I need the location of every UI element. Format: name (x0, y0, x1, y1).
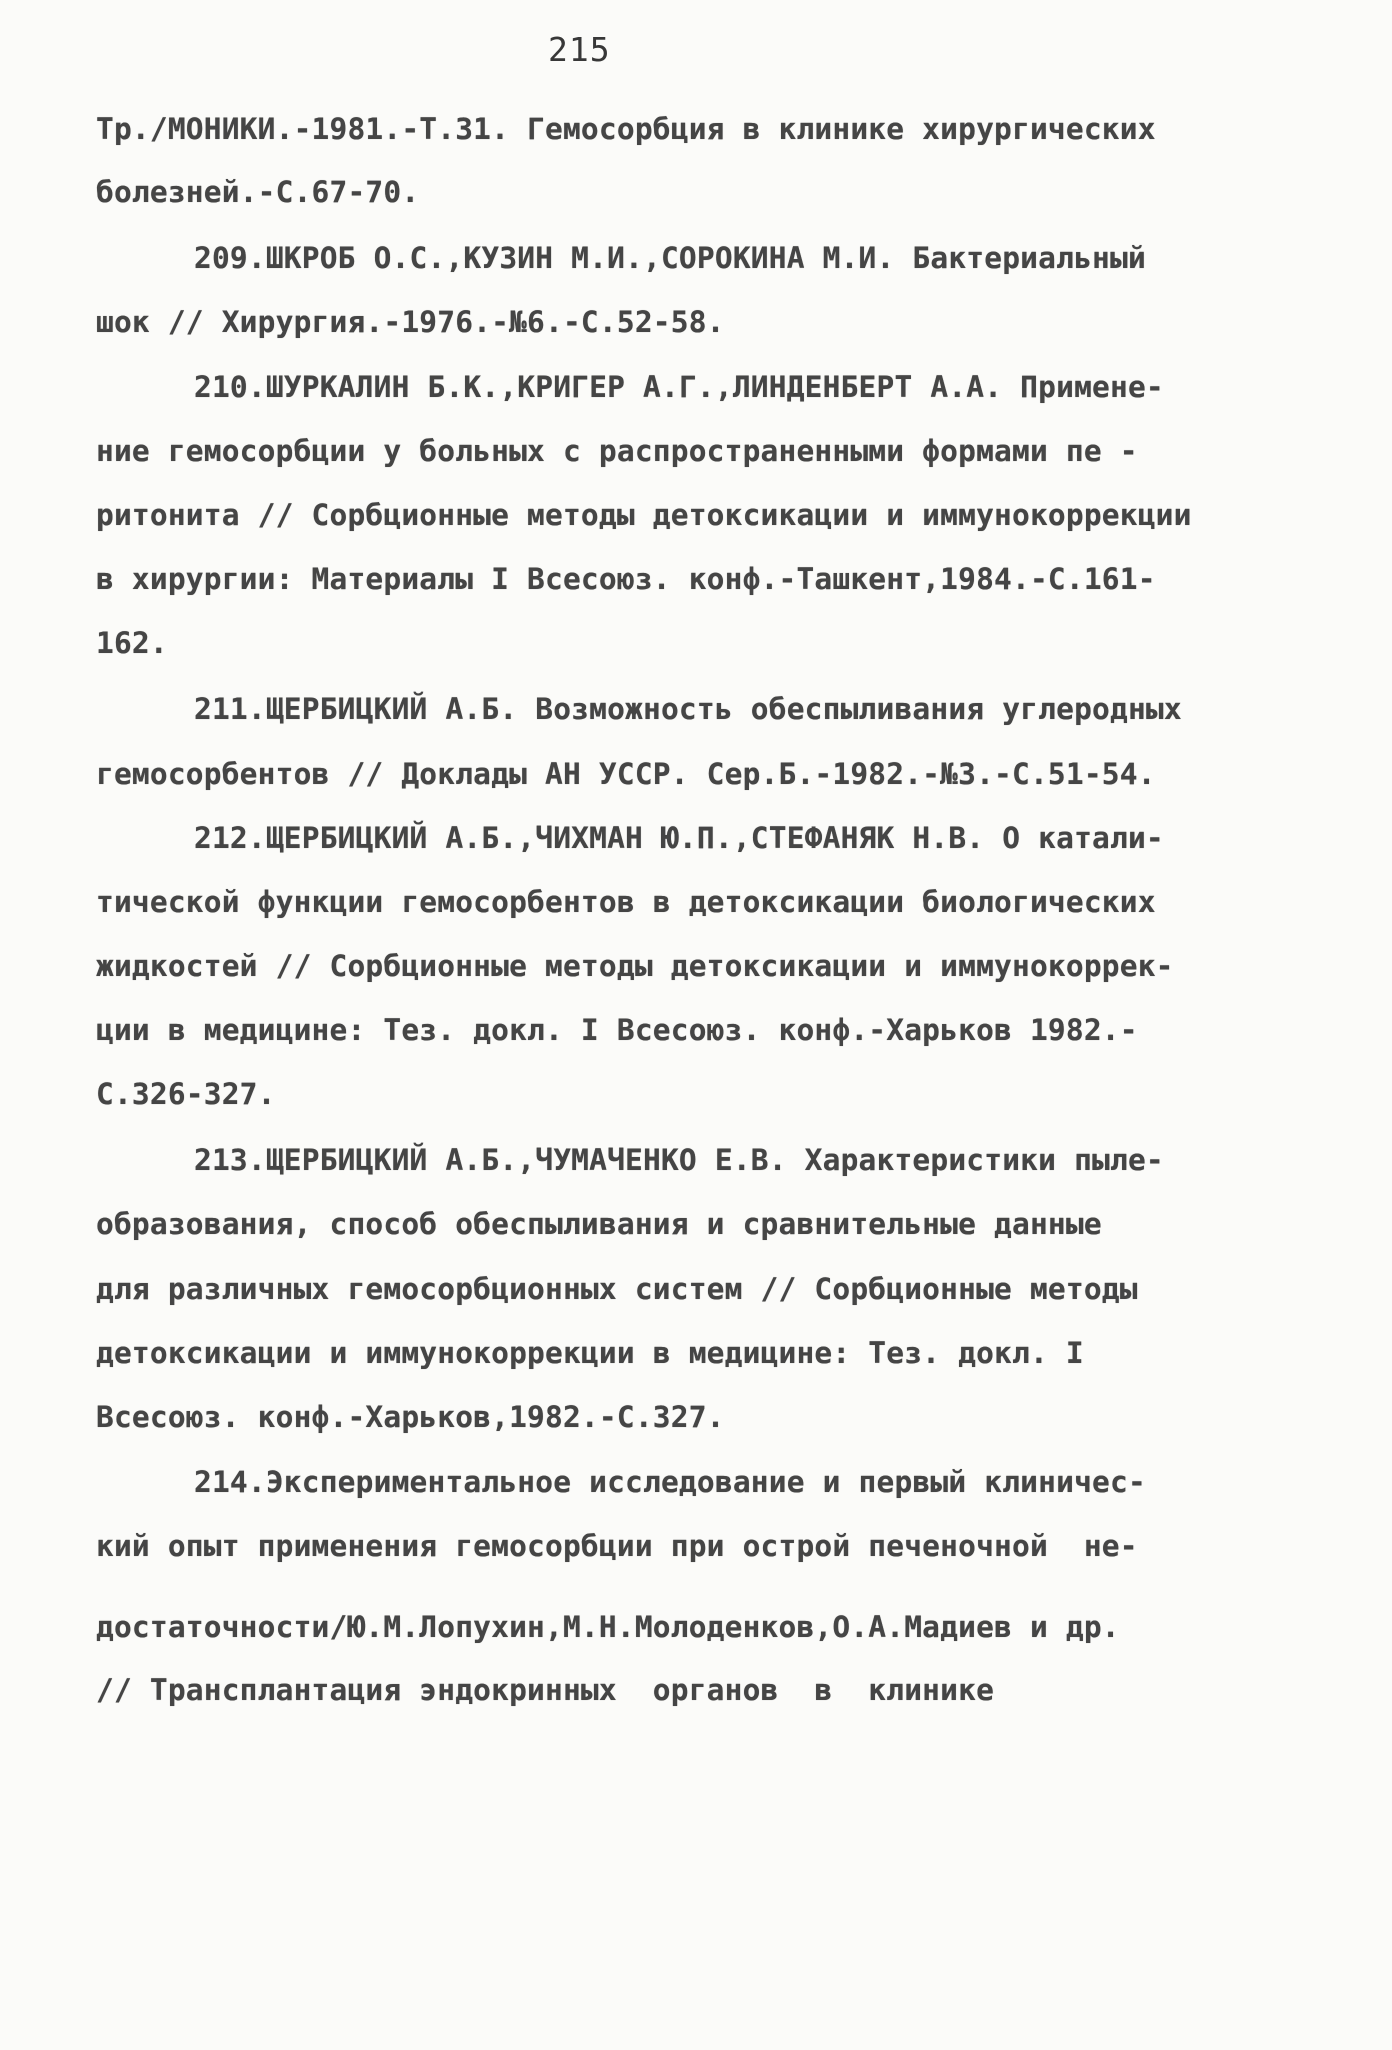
reference-211-start: 211.ЩЕРБИЦКИЙ А.Б. Возможность обеспыливания углеродных (194, 692, 1182, 726)
text-line: болезней.-С.67-70. (96, 175, 420, 209)
text-line: для различных гемосорбционных систем // Сорбционные методы (96, 1272, 1138, 1306)
text-line: ции в медицине: Тез. докл. I Всесоюз. конф.-Харьков 1982.- (96, 1013, 1138, 1047)
text-line: детоксикации и иммунокоррекции в медицине: Тез. докл. I (96, 1336, 1084, 1370)
text-line: Тр./МОНИКИ.-1981.-Т.31. Гемосорбция в клинике хирургических (96, 112, 1156, 146)
text-line: // Трансплантация эндокринных органов в клинике (96, 1673, 995, 1707)
text-line: жидкостей // Сорбционные методы детоксикации и иммунокоррек- (96, 949, 1174, 983)
text-line: 162. (96, 626, 168, 660)
reference-213-start: 213.ЩЕРБИЦКИЙ А.Б.,ЧУМАЧЕНКО Е.В. Характеристики пыле- (194, 1143, 1164, 1177)
text-line: кий опыт применения гемосорбции при острой печеночной не- (96, 1529, 1138, 1563)
text-line: в хирургии: Материалы I Всесоюз. конф.-Ташкент,1984.-С.161- (96, 562, 1156, 596)
text-line: ние гемосорбции у больных с распространенными формами пе - (96, 434, 1138, 468)
reference-214-start: 214.Экспериментальное исследование и первый клиничес- (194, 1465, 1146, 1499)
text-line: С.326-327. (96, 1077, 276, 1111)
reference-209-start: 209.ШКРОБ О.С.,КУЗИН М.И.,СОРОКИНА М.И. Бактериальный (194, 241, 1146, 275)
text-line: ритонита // Сорбционные методы детоксикации и иммунокоррекции (96, 498, 1192, 532)
text-line: образования, способ обеспыливания и сравнительные данные (96, 1207, 1102, 1241)
reference-212-start: 212.ЩЕРБИЦКИЙ А.Б.,ЧИХМАН Ю.П.,СТЕФАНЯК Н.В. О катали- (194, 821, 1164, 855)
reference-210-start: 210.ШУРКАЛИН Б.К.,КРИГЕР А.Г.,ЛИНДЕНБЕРТ А.А. Примене- (194, 370, 1164, 404)
text-line: гемосорбентов // Доклады АН УССР. Сер.Б.-1982.-№3.-С.51-54. (96, 757, 1156, 791)
page-number: 215 (548, 30, 611, 69)
text-line: тической функции гемосорбентов в детоксикации биологических (96, 885, 1156, 919)
text-line: достаточности/Ю.М.Лопухин,М.Н.Молоденков,О.А.Мадиев и др. (96, 1610, 1120, 1644)
text-line: шок // Хирургия.-1976.-№6.-С.52-58. (96, 305, 725, 339)
text-line: Всесоюз. конф.-Харьков,1982.-С.327. (96, 1400, 725, 1434)
